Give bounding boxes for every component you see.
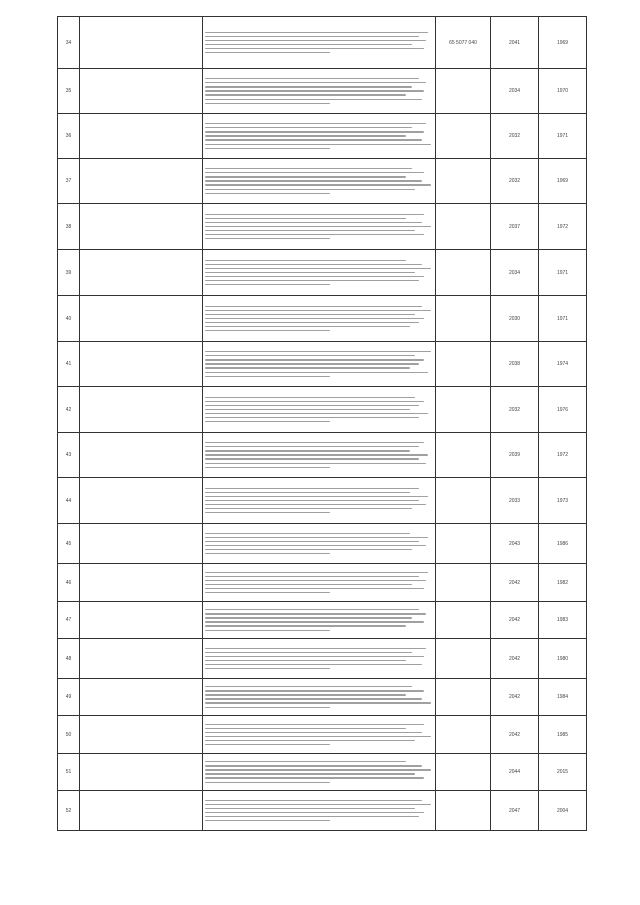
- planned-year-cell: 2042: [491, 679, 539, 716]
- cost-cell: [436, 754, 491, 791]
- text-line: [205, 214, 424, 215]
- text-line: [205, 592, 330, 593]
- planned-year-cell: 2042: [491, 716, 539, 754]
- text-line: [205, 367, 410, 368]
- work-description-cell: [203, 716, 436, 754]
- table-row: [58, 159, 587, 204]
- planned-year-cell: 2042: [491, 602, 539, 639]
- cost-cell: [436, 602, 491, 639]
- text-line: [205, 694, 406, 695]
- table-row: [58, 69, 587, 114]
- cost-cell: [436, 639, 491, 679]
- text-line: [205, 537, 428, 538]
- text-line: [205, 44, 412, 45]
- build-year-cell: 1971: [539, 114, 587, 159]
- text-line: [205, 218, 406, 219]
- build-year-cell: 1972: [539, 204, 587, 250]
- text-line: [205, 359, 424, 360]
- build-year-cell: 1985: [539, 716, 587, 754]
- text-line: [205, 816, 419, 817]
- text-line: [205, 668, 330, 669]
- address-cell: [80, 639, 203, 679]
- text-line: [205, 355, 415, 356]
- text-line: [205, 276, 424, 277]
- text-line: [205, 193, 330, 194]
- row-number: 42: [58, 387, 80, 433]
- table-row: [58, 17, 587, 69]
- text-line: [205, 660, 406, 661]
- table-row: [58, 296, 587, 342]
- row-number: 34: [58, 17, 80, 69]
- text-line: [205, 504, 426, 505]
- document-page: [57, 16, 586, 831]
- text-line: [205, 40, 426, 41]
- text-line: [205, 99, 422, 100]
- text-line: [205, 264, 422, 265]
- address-cell: [80, 17, 203, 69]
- text-line: [205, 549, 412, 550]
- text-line: [205, 765, 422, 766]
- text-line: [205, 318, 424, 319]
- address-cell: [80, 716, 203, 754]
- row-number: 46: [58, 564, 80, 602]
- text-line: [205, 572, 428, 573]
- text-line: [205, 782, 330, 783]
- build-year-cell: 1969: [539, 17, 587, 69]
- text-line: [205, 492, 410, 493]
- table-row: [58, 754, 587, 791]
- text-line: [205, 238, 330, 239]
- address-cell: [80, 159, 203, 204]
- text-line: [205, 508, 412, 509]
- text-line: [205, 625, 406, 626]
- address-cell: [80, 69, 203, 114]
- text-line: [205, 454, 428, 455]
- cost-cell: [436, 204, 491, 250]
- address-cell: [80, 114, 203, 159]
- text-line: [205, 326, 410, 327]
- text-line: [205, 90, 424, 91]
- build-year-cell: 1970: [539, 69, 587, 114]
- address-cell: [80, 342, 203, 387]
- cost-cell: [436, 433, 491, 478]
- planned-year-cell: 2032: [491, 387, 539, 433]
- text-line: [205, 94, 406, 95]
- text-line: [205, 777, 424, 778]
- text-line: [205, 32, 428, 33]
- text-line: [205, 732, 422, 733]
- planned-year-cell: 2041: [491, 17, 539, 69]
- cost-cell: [436, 69, 491, 114]
- text-line: [205, 103, 330, 104]
- work-description-cell: [203, 639, 436, 679]
- text-line: [205, 176, 406, 177]
- text-line: [205, 401, 424, 402]
- build-year-cell: 1973: [539, 478, 587, 524]
- text-line: [205, 769, 431, 770]
- text-line: [205, 230, 415, 231]
- table-row: [58, 387, 587, 433]
- repair-register-table: [57, 16, 587, 831]
- planned-year-cell: 2044: [491, 754, 539, 791]
- text-line: [205, 131, 424, 132]
- build-year-cell: 2004: [539, 791, 587, 831]
- address-cell: [80, 679, 203, 716]
- address-cell: [80, 296, 203, 342]
- text-line: [205, 82, 426, 83]
- cost-cell: [436, 524, 491, 564]
- text-line: [205, 773, 415, 774]
- text-line: [205, 135, 406, 136]
- text-line: [205, 545, 426, 546]
- work-description-cell: [203, 791, 436, 831]
- text-line: [205, 144, 431, 145]
- text-line: [205, 724, 424, 725]
- text-line: [205, 78, 419, 79]
- text-line: [205, 168, 412, 169]
- build-year-cell: 1983: [539, 602, 587, 639]
- text-line: [205, 226, 431, 227]
- build-year-cell: 1971: [539, 296, 587, 342]
- text-line: [205, 664, 422, 665]
- address-cell: [80, 478, 203, 524]
- text-line: [205, 728, 406, 729]
- table-row: [58, 524, 587, 564]
- row-number: 45: [58, 524, 80, 564]
- row-number: 36: [58, 114, 80, 159]
- text-line: [205, 413, 428, 414]
- work-description-cell: [203, 433, 436, 478]
- planned-year-cell: 2030: [491, 296, 539, 342]
- text-line: [205, 234, 424, 235]
- planned-year-cell: 2034: [491, 250, 539, 296]
- cost-cell: [436, 296, 491, 342]
- text-line: [205, 446, 419, 447]
- row-number: 37: [58, 159, 80, 204]
- text-line: [205, 467, 330, 468]
- text-line: [205, 48, 424, 49]
- row-number: 47: [58, 602, 80, 639]
- text-line: [205, 609, 419, 610]
- text-line: [205, 630, 330, 631]
- row-number: 49: [58, 679, 80, 716]
- cost-cell: [436, 250, 491, 296]
- address-cell: [80, 564, 203, 602]
- text-line: [205, 541, 419, 542]
- build-year-cell: 1972: [539, 433, 587, 478]
- row-number: 39: [58, 250, 80, 296]
- table-row: [58, 342, 587, 387]
- text-line: [205, 351, 431, 352]
- cost-cell: 65 5077 040: [436, 17, 491, 69]
- text-line: [205, 656, 424, 657]
- text-line: [205, 584, 412, 585]
- planned-year-cell: 2038: [491, 342, 539, 387]
- text-line: [205, 284, 330, 285]
- text-line: [205, 576, 419, 577]
- build-year-cell: 1984: [539, 679, 587, 716]
- planned-year-cell: 2047: [491, 791, 539, 831]
- build-year-cell: 1971: [539, 250, 587, 296]
- work-description-cell: [203, 114, 436, 159]
- work-description-cell: [203, 342, 436, 387]
- address-cell: [80, 524, 203, 564]
- text-line: [205, 736, 431, 737]
- cost-cell: [436, 478, 491, 524]
- text-line: [205, 280, 419, 281]
- address-cell: [80, 387, 203, 433]
- planned-year-cell: 2032: [491, 114, 539, 159]
- text-line: [205, 698, 422, 699]
- cost-cell: [436, 342, 491, 387]
- table-row: [58, 433, 587, 478]
- table-row: [58, 791, 587, 831]
- text-line: [205, 405, 419, 406]
- text-line: [205, 580, 426, 581]
- text-line: [205, 458, 419, 459]
- work-description-cell: [203, 296, 436, 342]
- planned-year-cell: 2032: [491, 159, 539, 204]
- text-line: [205, 761, 406, 762]
- planned-year-cell: 2039: [491, 433, 539, 478]
- text-line: [205, 496, 428, 497]
- work-description-cell: [203, 754, 436, 791]
- row-number: 40: [58, 296, 80, 342]
- text-line: [205, 417, 419, 418]
- text-line: [205, 512, 330, 513]
- text-line: [205, 372, 428, 373]
- build-year-cell: 1976: [539, 387, 587, 433]
- table-row: [58, 204, 587, 250]
- row-number: 35: [58, 69, 80, 114]
- text-line: [205, 148, 330, 149]
- text-line: [205, 222, 422, 223]
- build-year-cell: 1980: [539, 639, 587, 679]
- text-line: [205, 488, 419, 489]
- table-row: [58, 478, 587, 524]
- text-line: [205, 702, 431, 703]
- text-line: [205, 553, 330, 554]
- cost-cell: [436, 716, 491, 754]
- planned-year-cell: 2034: [491, 69, 539, 114]
- address-cell: [80, 754, 203, 791]
- text-line: [205, 808, 415, 809]
- work-description-cell: [203, 564, 436, 602]
- text-line: [205, 707, 330, 708]
- text-line: [205, 421, 330, 422]
- text-line: [205, 804, 431, 805]
- text-line: [205, 588, 424, 589]
- table-row: [58, 602, 587, 639]
- build-year-cell: 1969: [539, 159, 587, 204]
- text-line: [205, 450, 410, 451]
- planned-year-cell: 2042: [491, 564, 539, 602]
- text-line: [205, 621, 424, 622]
- row-number: 52: [58, 791, 80, 831]
- text-line: [205, 310, 431, 311]
- text-line: [205, 800, 422, 801]
- text-line: [205, 272, 415, 273]
- text-line: [205, 744, 330, 745]
- work-description-cell: [203, 679, 436, 716]
- work-description-cell: [203, 250, 436, 296]
- work-description-cell: [203, 69, 436, 114]
- text-line: [205, 686, 412, 687]
- cost-cell: [436, 791, 491, 831]
- build-year-cell: 1974: [539, 342, 587, 387]
- text-line: [205, 268, 431, 269]
- text-line: [205, 139, 422, 140]
- text-line: [205, 613, 426, 614]
- table-row: [58, 639, 587, 679]
- text-line: [205, 533, 410, 534]
- text-line: [205, 306, 422, 307]
- work-description-cell: [203, 159, 436, 204]
- planned-year-cell: 2033: [491, 478, 539, 524]
- cost-cell: [436, 387, 491, 433]
- text-line: [205, 820, 330, 821]
- text-line: [205, 500, 419, 501]
- work-description-cell: [203, 478, 436, 524]
- build-year-cell: 1986: [539, 524, 587, 564]
- text-line: [205, 652, 412, 653]
- text-line: [205, 363, 419, 364]
- address-cell: [80, 250, 203, 296]
- text-line: [205, 86, 412, 87]
- cost-cell: [436, 679, 491, 716]
- cost-cell: [436, 159, 491, 204]
- text-line: [205, 442, 424, 443]
- text-line: [205, 740, 415, 741]
- planned-year-cell: 2043: [491, 524, 539, 564]
- row-number: 48: [58, 639, 80, 679]
- text-line: [205, 376, 330, 377]
- work-description-cell: [203, 524, 436, 564]
- text-line: [205, 812, 424, 813]
- row-number: 43: [58, 433, 80, 478]
- address-cell: [80, 204, 203, 250]
- address-cell: [80, 433, 203, 478]
- text-line: [205, 189, 415, 190]
- text-line: [205, 397, 415, 398]
- row-number: 51: [58, 754, 80, 791]
- work-description-cell: [203, 387, 436, 433]
- work-description-cell: [203, 204, 436, 250]
- text-line: [205, 36, 419, 37]
- text-line: [205, 648, 426, 649]
- table-row: [58, 114, 587, 159]
- table-row: [58, 564, 587, 602]
- work-description-cell: [203, 602, 436, 639]
- text-line: [205, 322, 419, 323]
- cost-cell: [436, 564, 491, 602]
- text-line: [205, 180, 422, 181]
- text-line: [205, 314, 415, 315]
- table-row: [58, 679, 587, 716]
- address-cell: [80, 791, 203, 831]
- table-row: [58, 250, 587, 296]
- build-year-cell: 1982: [539, 564, 587, 602]
- cost-cell: [436, 114, 491, 159]
- text-line: [205, 52, 330, 53]
- text-line: [205, 409, 410, 410]
- text-line: [205, 127, 412, 128]
- row-number: 44: [58, 478, 80, 524]
- planned-year-cell: 2042: [491, 639, 539, 679]
- text-line: [205, 172, 424, 173]
- row-number: 50: [58, 716, 80, 754]
- text-line: [205, 260, 406, 261]
- work-description-cell: [203, 17, 436, 69]
- row-number: 41: [58, 342, 80, 387]
- text-line: [205, 184, 431, 185]
- text-line: [205, 690, 424, 691]
- address-cell: [80, 602, 203, 639]
- planned-year-cell: 2037: [491, 204, 539, 250]
- text-line: [205, 123, 426, 124]
- text-line: [205, 617, 412, 618]
- text-line: [205, 330, 330, 331]
- table-row: [58, 716, 587, 754]
- text-line: [205, 463, 426, 464]
- build-year-cell: 2015: [539, 754, 587, 791]
- row-number: 38: [58, 204, 80, 250]
